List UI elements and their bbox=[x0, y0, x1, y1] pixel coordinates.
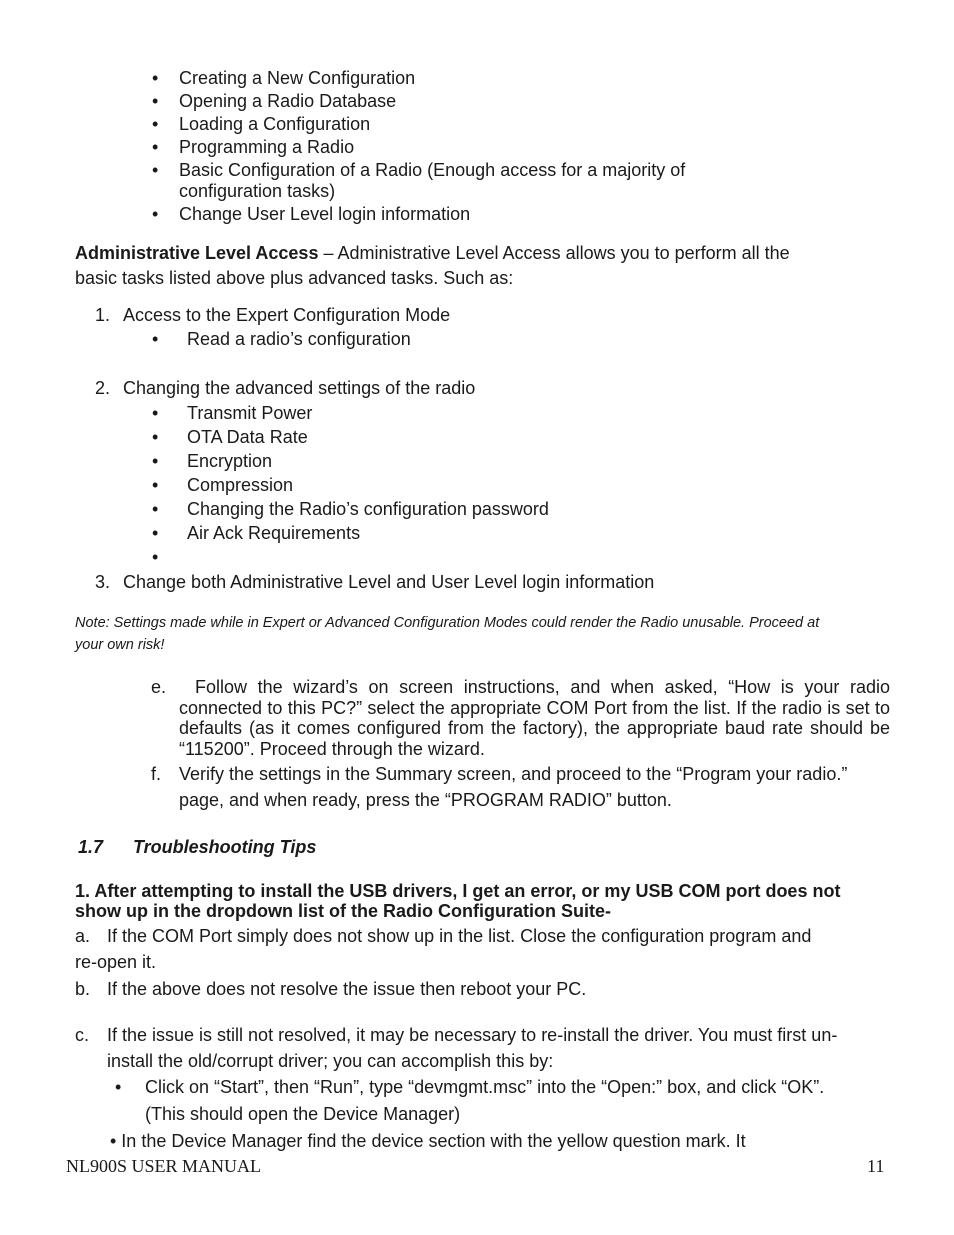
bullet-glyph: • bbox=[152, 475, 159, 495]
bullet-glyph: • bbox=[152, 427, 159, 447]
answer-a-line2: re-open it. bbox=[75, 952, 157, 972]
page-number: 11 bbox=[867, 1156, 885, 1176]
answer-label: a. bbox=[75, 926, 91, 946]
list-item-continuation: configuration tasks) bbox=[179, 181, 336, 201]
sub-list-item: Compression bbox=[187, 475, 294, 495]
list-number: 2. bbox=[95, 378, 111, 398]
warning-note-line2: your own risk! bbox=[75, 637, 165, 653]
sub-list-item: Encryption bbox=[187, 451, 273, 471]
bullet-glyph: • bbox=[152, 451, 159, 471]
section-title: Troubleshooting Tips bbox=[133, 837, 317, 857]
list-item: Access to the Expert Configuration Mode bbox=[123, 305, 451, 325]
list-item: Creating a New Configuration bbox=[179, 68, 416, 88]
faq-question-line1: 1. After attempting to install the USB drivers, I get an error, or my USB COM port does not bbox=[75, 881, 841, 901]
answer-c-line2: install the old/corrupt driver; you can accomplish this by: bbox=[107, 1051, 554, 1071]
bullet-glyph: • bbox=[152, 114, 159, 134]
bullet-glyph: • bbox=[152, 68, 159, 88]
list-item: Opening a Radio Database bbox=[179, 91, 397, 111]
bullet-glyph: • bbox=[115, 1077, 122, 1097]
warning-note-line1: Note: Settings made while in Expert or Advanced Configuration Modes could render the Radio unusable. Proceed at bbox=[75, 615, 820, 631]
answer-a-line1: If the COM Port simply does not show up in the list. Close the configuration program and bbox=[107, 926, 812, 946]
admin-paragraph-line1 bbox=[75, 243, 790, 264]
answer-label: b. bbox=[75, 979, 91, 999]
list-item: Changing the advanced settings of the radio bbox=[123, 378, 476, 398]
list-item: Loading a Configuration bbox=[179, 114, 371, 134]
section-number: 1.7 bbox=[78, 837, 104, 857]
bullet-glyph: • bbox=[152, 547, 159, 567]
step-label: f. bbox=[151, 764, 162, 784]
sub-list-item: Air Ack Requirements bbox=[187, 523, 361, 543]
admin-heading: Administrative Level Access bbox=[75, 243, 319, 263]
step-e-text: Follow the wizard’s on screen instructions, and when asked, “How is your radio connected to this PC?” select the appropriate COM Port from the list. If the radio is set to defaults (as it comes configured from the factory), the appropriate baud rate should be “115200”. Proceed through the wizard. bbox=[179, 677, 890, 760]
list-item: Basic Configuration of a Radio (Enough access for a majority of bbox=[179, 160, 686, 180]
bullet-glyph: • bbox=[152, 91, 159, 111]
list-number: 1. bbox=[95, 305, 111, 325]
bullet-glyph: • bbox=[152, 137, 159, 157]
list-item: Change both Administrative Level and User Level login information bbox=[123, 572, 655, 592]
sub-list-item: OTA Data Rate bbox=[187, 427, 308, 447]
sub-list-item: Transmit Power bbox=[187, 403, 313, 423]
answer-c-line1: If the issue is still not resolved, it may be necessary to re-install the driver. You must first un- bbox=[107, 1025, 838, 1045]
footer-manual-title: NL900S USER MANUAL bbox=[66, 1156, 262, 1176]
step-f-line1: Verify the settings in the Summary screen, and proceed to the “Program your radio.” bbox=[179, 764, 848, 784]
list-number: 3. bbox=[95, 572, 111, 592]
answer-c-bullet1-line2: (This should open the Device Manager) bbox=[145, 1104, 461, 1124]
admin-text: – Administrative Level Access allows you to perform all the bbox=[318, 243, 790, 263]
answer-label: c. bbox=[75, 1025, 90, 1045]
step-label: e. bbox=[151, 677, 167, 697]
answer-c-bullet2: • In the Device Manager find the device section with the yellow question mark. It bbox=[110, 1131, 746, 1151]
bullet-glyph: • bbox=[152, 204, 159, 224]
faq-question-line2: show up in the dropdown list of the Radio Configuration Suite- bbox=[75, 901, 611, 921]
bullet-glyph: • bbox=[152, 329, 159, 349]
answer-b-text: If the above does not resolve the issue then reboot your PC. bbox=[107, 979, 587, 999]
sub-list-item: Read a radio’s configuration bbox=[187, 329, 411, 349]
list-item: Change User Level login information bbox=[179, 204, 471, 224]
admin-paragraph-line2: basic tasks listed above plus advanced tasks. Such as: bbox=[75, 268, 514, 288]
step-f-line2: page, and when ready, press the “PROGRAM RADIO” button. bbox=[179, 790, 672, 810]
bullet-glyph: • bbox=[152, 523, 159, 543]
bullet-glyph: • bbox=[152, 499, 159, 519]
bullet-glyph: • bbox=[152, 160, 159, 180]
answer-c-bullet1-line1: Click on “Start”, then “Run”, type “devmgmt.msc” into the “Open:” box, and click “OK”. bbox=[145, 1077, 825, 1097]
list-item: Programming a Radio bbox=[179, 137, 355, 157]
sub-list-item: Changing the Radio’s configuration password bbox=[187, 499, 549, 519]
bullet-glyph: • bbox=[152, 403, 159, 423]
